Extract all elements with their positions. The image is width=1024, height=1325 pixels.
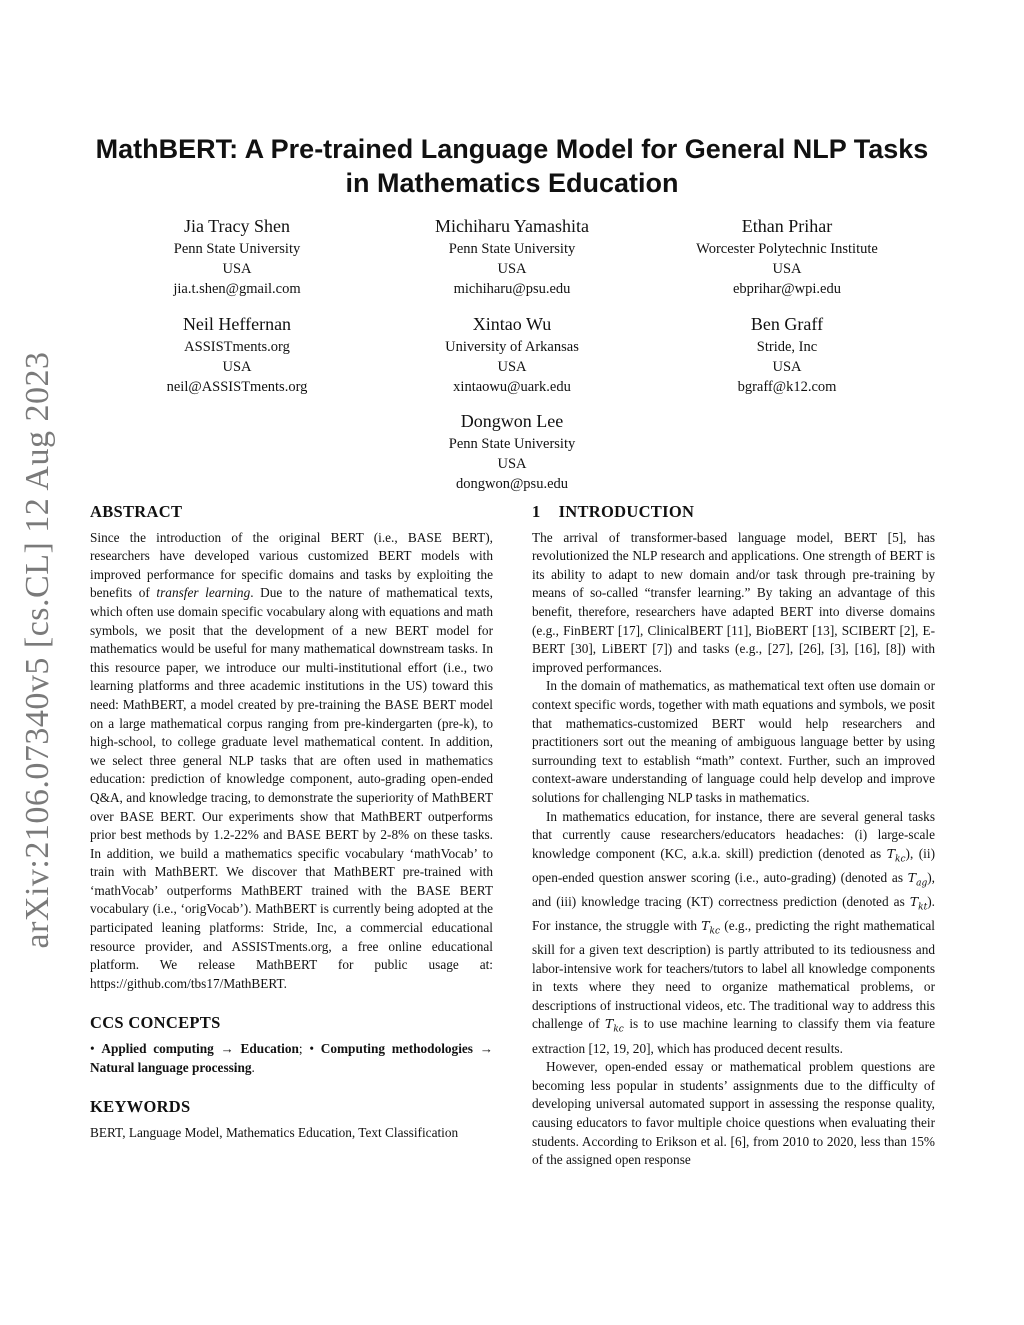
abstract-text-part: . Due to the nature of mathematical texts, which often use domain specific vocabulary along with equations and math symbols, we posit that the development of a new BERT model for mathematics would be useful for many mathematical downstream tasks. In this resource paper, we introduce our multi-institutional effort (i.e., two learning platforms and three academic institutions in the US) toward this need: MathBERT, a model created by pre-training the BASE BERT model on a large mathematical corpus ranging from pre-kindergarten (pre-k), to high-school, to college graduate level mathematical content. In addition, we select three general NLP tasks that are often used in mathematics education: prediction of knowledge component, auto-grading open-ended Q&A, and knowledge tracing, to demonstrate the superiority of MathBERT over BASE BERT. Our experiments show that MathBERT outperforms prior best methods by 1.2-22% and BASE BERT by 2-8% on these tasks. In addition, we build a mathematics specific vocabulary ‘mathVocab’ to train with MathBERT. We discover that MathBERT pre-trained with ‘mathVocab’ outperforms MathBERT trained with the BASE BERT vocabulary (i.e., ‘origVocab’). MathBERT is currently being adopted at the participated leaning platforms: Stride, Inc, a commercial educational resource provider, and ASSISTments.org, a free online educational platform. We release MathBERT for public usage at: https://github.com/tbs17/MathBERT. — [90, 585, 493, 991]
author-block — [637, 312, 937, 397]
author-country: USA — [222, 261, 252, 277]
abstract-heading: ABSTRACT — [90, 502, 183, 521]
math-symbol: $T_{ag}$ — [907, 869, 928, 889]
section-number: 1 — [532, 502, 541, 521]
author-block — [87, 312, 387, 397]
ccs-concepts: • Applied computing → Education; • Computing methodologies → Natural language processing. — [90, 1041, 494, 1075]
author-email: michiharu@psu.edu — [453, 281, 571, 297]
author-email: dongwon@psu.edu — [455, 476, 569, 492]
author-country: USA — [497, 261, 527, 277]
keywords-heading: KEYWORDS — [90, 1097, 191, 1117]
author-country: USA — [772, 261, 802, 277]
right-column — [532, 503, 935, 1170]
intro-paragraph — [532, 808, 935, 1059]
math-symbol: $T_{kc}$ — [701, 917, 721, 937]
abstract-italic-term: transfer learning — [156, 585, 251, 601]
author-affiliation: Worcester Polytechnic Institute — [696, 241, 878, 257]
section-title: INTRODUCTION — [558, 502, 695, 521]
intro-text-part: is to use machine learning to classify them via feature extraction [12, 19, 20], which has produced decent results. — [532, 1016, 935, 1056]
author-name: Michiharu Yamashita — [435, 216, 589, 236]
ccs-term: Education — [240, 1041, 299, 1057]
author-email: neil@ASSISTments.org — [166, 379, 308, 395]
ccs-term: Applied computing — [101, 1041, 214, 1057]
author-affiliation: Penn State University — [173, 241, 301, 257]
arxiv-sidebar — [0, 350, 80, 950]
paper-title — [70, 132, 954, 200]
author-affiliation: Stride, Inc — [756, 339, 818, 355]
author-name: Neil Heffernan — [182, 314, 292, 334]
title-line-1: MathBERT: A Pre-trained Language Model for General NLP Tasks — [95, 134, 929, 164]
author-email: bgraff@k12.com — [737, 379, 837, 395]
author-block — [362, 312, 662, 397]
math-symbol: $T_{kc}$ — [886, 845, 906, 865]
introduction-heading — [532, 503, 935, 522]
ccs-term: Natural language processing — [90, 1059, 252, 1075]
intro-text-part: In mathematics education, for instance, there are several general tasks that currently cause researchers/educators headaches: (i) large-scale knowledge component (KC, a.k.a. skill) prediction (denoted as — [532, 808, 935, 861]
author-email: ebprihar@wpi.edu — [733, 281, 841, 297]
author-country: USA — [497, 359, 527, 375]
author-affiliation: University of Arkansas — [445, 339, 579, 355]
left-column — [90, 503, 493, 1142]
abstract-text-part: Since the introduction of the original BERT (i.e., BASE BERT), researchers have developed various customized BERT models with improved performance for specific domains and tasks by exploiting the benefits of — [90, 529, 493, 601]
author-block — [362, 214, 662, 299]
math-symbol: $T_{kt}$ — [909, 893, 928, 913]
author-country: USA — [497, 456, 527, 472]
author-name: Jia Tracy Shen — [183, 216, 290, 236]
title-line-2: in Mathematics Education — [345, 168, 679, 198]
author-name: Xintao Wu — [472, 314, 552, 334]
ccs-term: Computing methodologies — [320, 1041, 473, 1057]
ccs-heading: CCS CONCEPTS — [90, 1013, 221, 1033]
intro-paragraph: However, open-ended essay or mathematical problem questions are becoming less popular in students’ assignments due to the difficulty of developing universal automated support in assessing the response quality, causing educators to favor multiple choice questions when evaluating their students. According to Erikson et al. [6], from 2010 to 2020, less than 15% of the assigned open response — [532, 1059, 935, 1168]
author-email: xintaowu@uark.edu — [453, 379, 571, 395]
author-block — [362, 409, 662, 494]
author-country: USA — [772, 359, 802, 375]
keywords-text: BERT, Language Model, Mathematics Education, Text Classification — [90, 1124, 459, 1140]
author-name: Ben Graff — [750, 314, 824, 334]
author-name: Ethan Prihar — [741, 216, 833, 236]
intro-text-part: (e.g., predicting the right mathematical skill for a given text description) is partly attributed to its tediousness and labor-intensive work for teachers/tutors to label all knowledge components in texts where they need to organize mathematical problems, or descriptions of instructional videos, etc. The traditional way to address this challenge of — [532, 917, 935, 1032]
abstract-text — [90, 529, 493, 994]
intro-text-part: ), (ii) open-ended question answer scoring (i.e., auto-grading) (denoted as — [532, 845, 935, 885]
author-affiliation: Penn State University — [448, 241, 576, 257]
intro-paragraph: In the domain of mathematics, as mathematical text often use domain or context specific words, together with math equations and symbols, we posit that mathematics-customized BERT would help researchers and practitioners sort out the meaning of ambiguous language better by using surrounding text to establish “math” context. Further, such an improved context-aware understanding of language could help develop and improve solutions for challenging NLP tasks in mathematics. — [532, 678, 935, 805]
author-block — [87, 214, 387, 299]
author-email: jia.t.shen@gmail.com — [173, 281, 301, 297]
math-symbol: $T_{kc}$ — [605, 1016, 624, 1035]
intro-text-part: ), and (iii) knowledge tracing (KT) correctness prediction (denoted as — [532, 869, 935, 909]
intro-paragraph: The arrival of transformer-based language model, BERT [5], has revolutionized the NLP research and applications. One strength of BERT is its ability to adapt to new domain and/or task through pre-training by means of so-called “transfer learning.” By taking an advantage of this benefit, therefore, researchers have adapted BERT into diverse domains (e.g., FinBERT [17], ClinicalBERT [11], BioBERT [13], SCIBERT [2], E-BERT [30], LiBERT [7]) and tasks (e.g., [27], [26], [3], [16], [8]) with improved performances. — [532, 529, 935, 675]
intro-text-part: ). For instance, the struggle with — [532, 893, 935, 933]
author-affiliation: Penn State University — [448, 436, 576, 452]
arxiv-identifier: arXiv:2106.07340v5 [cs.CL] 12 Aug 2023 — [19, 351, 56, 949]
author-country: USA — [222, 359, 252, 375]
author-block — [637, 214, 937, 299]
author-name: Dongwon Lee — [460, 411, 564, 431]
author-affiliation: ASSISTments.org — [184, 339, 290, 355]
